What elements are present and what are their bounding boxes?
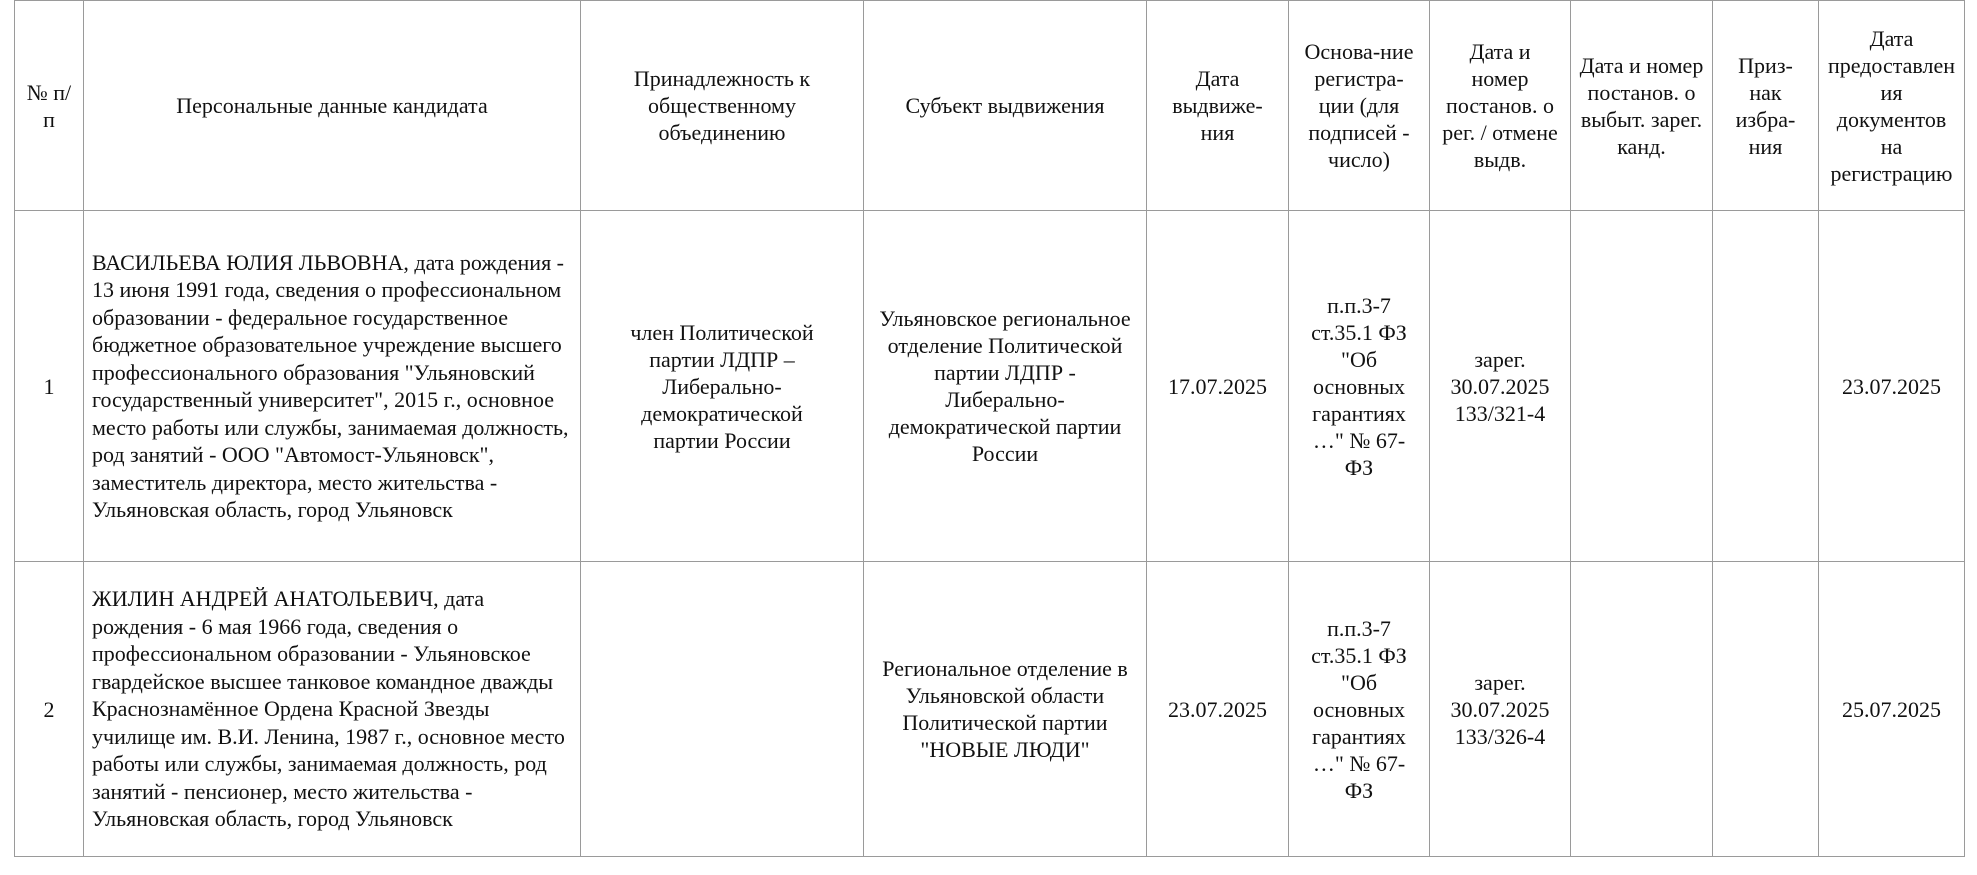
row-number: 1 [15, 211, 84, 562]
header-affiliation: Принадлежность к общественному объединению [581, 1, 864, 211]
table-header-row [15, 1, 1965, 211]
candidate-nominator: Ульяновское региональное отделение Политической партии ЛДПР - Либерально-демократической партии России [864, 211, 1147, 562]
candidate-affiliation [581, 562, 864, 857]
header-personal-data: Персональные данные кандидата [84, 1, 581, 211]
header-withdrawal-decision: Дата и номер постанов. о выбыт. зарег. канд. [1571, 1, 1713, 211]
nomination-date: 17.07.2025 [1147, 211, 1289, 562]
header-registration-decision: Дата и номер постанов. о рег. / отмене выдв. [1430, 1, 1571, 211]
withdrawal-decision [1571, 562, 1713, 857]
candidate-nominator: Региональное отделение в Ульяновской области Политической партии "НОВЫЕ ЛЮДИ" [864, 562, 1147, 857]
documents-date: 25.07.2025 [1819, 562, 1965, 857]
header-nomination-date: Дата выдвиже-ния [1147, 1, 1289, 211]
candidates-table [14, 0, 1965, 857]
withdrawal-decision [1571, 211, 1713, 562]
registration-decision: зарег. 30.07.2025 133/326-4 [1430, 562, 1571, 857]
header-number: № п/п [15, 1, 84, 211]
registration-decision: зарег. 30.07.2025 133/321-4 [1430, 211, 1571, 562]
header-nominator: Субъект выдвижения [864, 1, 1147, 211]
candidate-personal-data: ВАСИЛЬЕВА ЮЛИЯ ЛЬВОВНА, дата рождения - 13 июня 1991 года, сведения о профессиональном образовании - федеральное государственное бюджетное образовательное учреждение высшего профессионального образования "Ульяновский государственный университет", 2015 г., основное место работы или службы, занимаемая должность, род занятий - ООО "Автомост-Ульяновск", заместитель директора, место жительства - Ульяновская область, город Ульяновск [84, 211, 581, 562]
candidates-table-sheet [14, 0, 1964, 860]
candidate-affiliation: член Политической партии ЛДПР – Либерально-демократической партии России [581, 211, 864, 562]
candidate-personal-data: ЖИЛИН АНДРЕЙ АНАТОЛЬЕВИЧ, дата рождения - 6 мая 1966 года, сведения о профессиональном образовании - Ульяновское гвардейское высшее танковое командное дважды Краснознамённое Ордена Красной Звезды училище им. В.И. Ленина, 1987 г., основное место работы или службы, занимаемая должность, род занятий - пенсионер, место жительства - Ульяновская область, город Ульяновск [84, 562, 581, 857]
header-registration-basis: Основа-ние регистра-ции (для подписей - число) [1289, 1, 1430, 211]
header-documents-date: Дата предоставления документов на регистрацию [1819, 1, 1965, 211]
row-number: 2 [15, 562, 84, 857]
nomination-date: 23.07.2025 [1147, 562, 1289, 857]
table-row [15, 211, 1965, 562]
documents-date: 23.07.2025 [1819, 211, 1965, 562]
table-row [15, 562, 1965, 857]
election-mark [1713, 211, 1819, 562]
registration-basis: п.п.3-7 ст.35.1 ФЗ "Об основных гарантиях …" № 67-ФЗ [1289, 211, 1430, 562]
registration-basis: п.п.3-7 ст.35.1 ФЗ "Об основных гарантиях …" № 67-ФЗ [1289, 562, 1430, 857]
election-mark [1713, 562, 1819, 857]
header-election-mark: Приз-нак избра-ния [1713, 1, 1819, 211]
